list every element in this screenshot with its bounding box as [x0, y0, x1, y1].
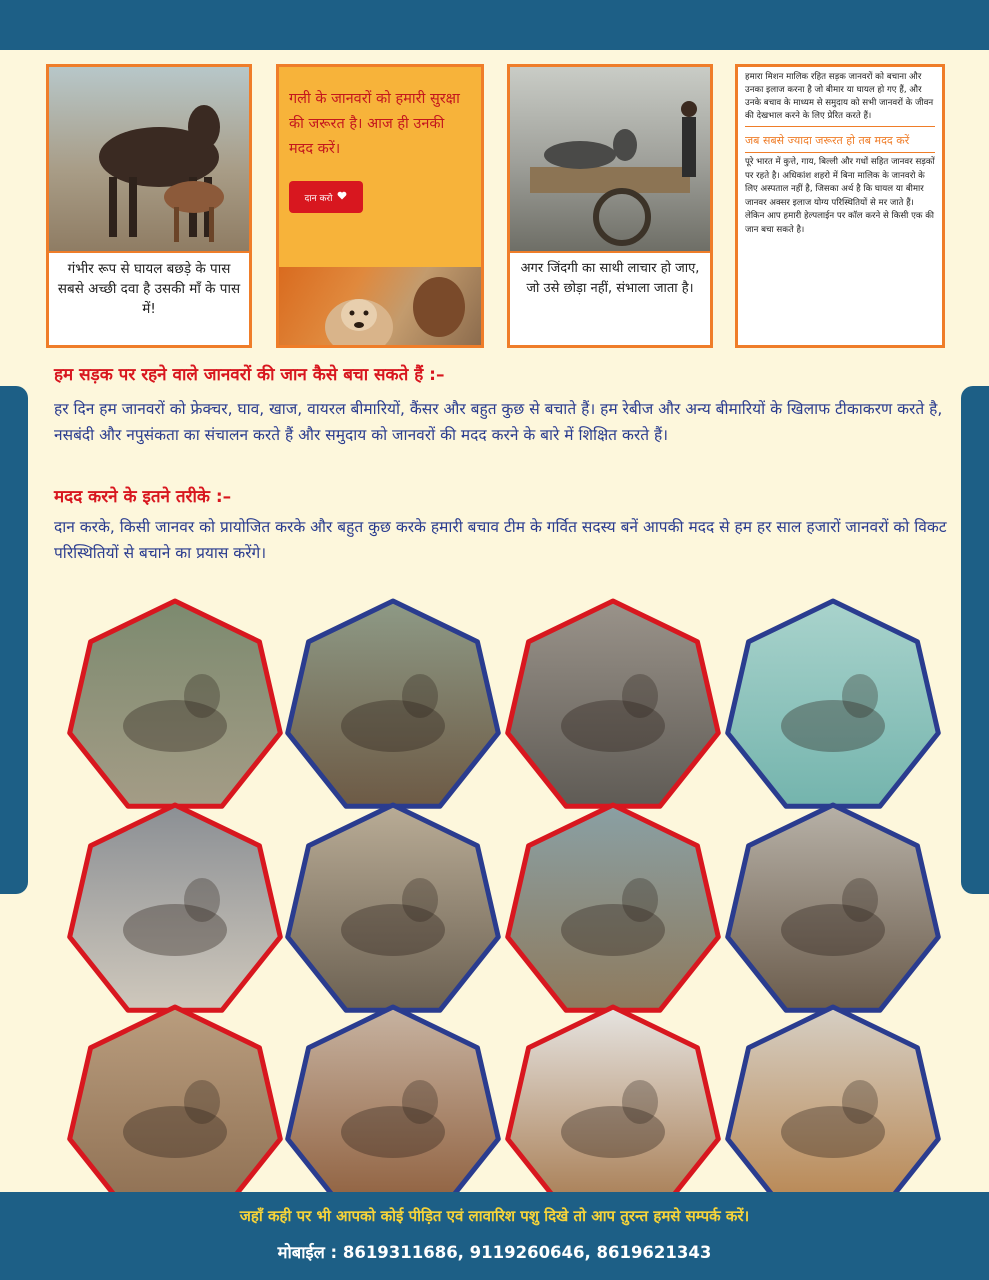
cows-and-calves-photo	[720, 800, 946, 1026]
footer-note: जहाँ कही पर भी आपको कोई पीड़ित एवं लावारिश पशु दिखे तो आप तुरन्त हमसे सम्पर्क करें।	[239, 1207, 750, 1225]
mission-text: हमारा मिशन मालिक रहित सड़क जानवरों को बचाना और उनका इलाज करना है जो बीमार या घायल हो गए हैं, और उनके बचाव के माध्यम से समुदाय को सभी जानवरों के जीवन की देखभाल करने के लिए प्रेरित करते हैं।	[745, 72, 934, 121]
mission-card	[735, 64, 945, 348]
rescue-team-photo	[62, 596, 288, 822]
appeal-card	[276, 64, 484, 348]
mission-subheading: जब सबसे ज्यादा जरूरत हो तब मदद करें	[745, 134, 910, 147]
left-side-tab	[0, 386, 28, 894]
donkey-cart-card	[507, 64, 713, 348]
mission-divider	[745, 126, 935, 127]
top-banner-bar	[0, 0, 989, 50]
cow-and-calf-photo	[49, 67, 249, 257]
section1-heading: हम सड़क पर रहने वाले जानवरों की जान कैसे बचा सकते हैं :–	[54, 365, 445, 385]
section2-text: दान करके, किसी जानवर को प्रायोजित करके और बहुत कुछ करके हमारी बचाव टीम के गर्वित सदस्य बनें आपकी मदद से हम हर साल हजारों जानवरों को विकट परिस्थितियों से बचाने का प्रयास करेंगे।	[54, 518, 947, 562]
donkey-on-cart-photo	[510, 67, 710, 257]
dog-with-cow-photo	[62, 800, 288, 1026]
woman-hugging-dog-photo	[279, 267, 481, 348]
donate-button[interactable]	[289, 181, 363, 213]
right-side-tab	[961, 386, 989, 894]
subheading-divider	[745, 152, 935, 153]
section1-text: हर दिन हम जानवरों को फ्रेक्चर, घाव, खाज, वायरल बीमारियों, कैंसर और बहुत कुछ से बचाते हैं। हम रेबीज और अन्य बीमारियों के खिलाफ टीकाकरण करते है, नसबंदी और नपुसंकता का संचालन करते हैं और समुदाय को जानवरों की मदद करने के बारे में शिक्षित करते हैं।	[54, 400, 943, 444]
footer-phone: मोबाईल : 8619311686, 9119260646, 8619621343	[277, 1243, 712, 1262]
heart-icon	[337, 191, 347, 203]
mission-body-text: पूरे भारत में कुत्ते, गाय, बिल्ली और गधों सहित जानवर सड़कों पर रहते है। अधिकांश शहरो में बिना मालिक के जानवरो के लिए अस्पताल नहीं है, जिसका अर्थ है कि घायल या बीमार जानवर अक्सर इलाज योग्य परिस्थितियों से मर जाते हैं। लेकिन आप हमारी हेल्पलाईन पर कॉल करने से किसी एक की जान बचा सकते है।	[745, 157, 935, 235]
section2-heading: मदद करने के इतने तरीके :–	[54, 487, 232, 507]
mother-calf-card	[46, 64, 252, 348]
card1-caption: गंभीर रूप से घायल बछड़े के पास सबसे अच्छी दवा है उसकी माँ के पास में!	[49, 251, 249, 345]
cattle-shelter-photo	[500, 800, 726, 1026]
bottle-feeding-calf-photo	[280, 800, 506, 1026]
footer-bar	[0, 1192, 989, 1280]
card3-caption: अगर जिंदगी का साथी लाचार हो जाए, जो उसे छोड़ा नहीं, संभाला जाता है।	[510, 251, 710, 345]
dogs-hydrotherapy-pool-photo	[720, 596, 946, 822]
appeal-text: गली के जानवरों को हमारी सुरक्षा की जरूरत है। आज ही उनकी मदद करें।	[289, 91, 460, 157]
donkey-bandaged-leg-photo	[500, 596, 726, 822]
injured-cow-photo	[280, 596, 506, 822]
donate-button-label: दान करो	[304, 193, 333, 204]
